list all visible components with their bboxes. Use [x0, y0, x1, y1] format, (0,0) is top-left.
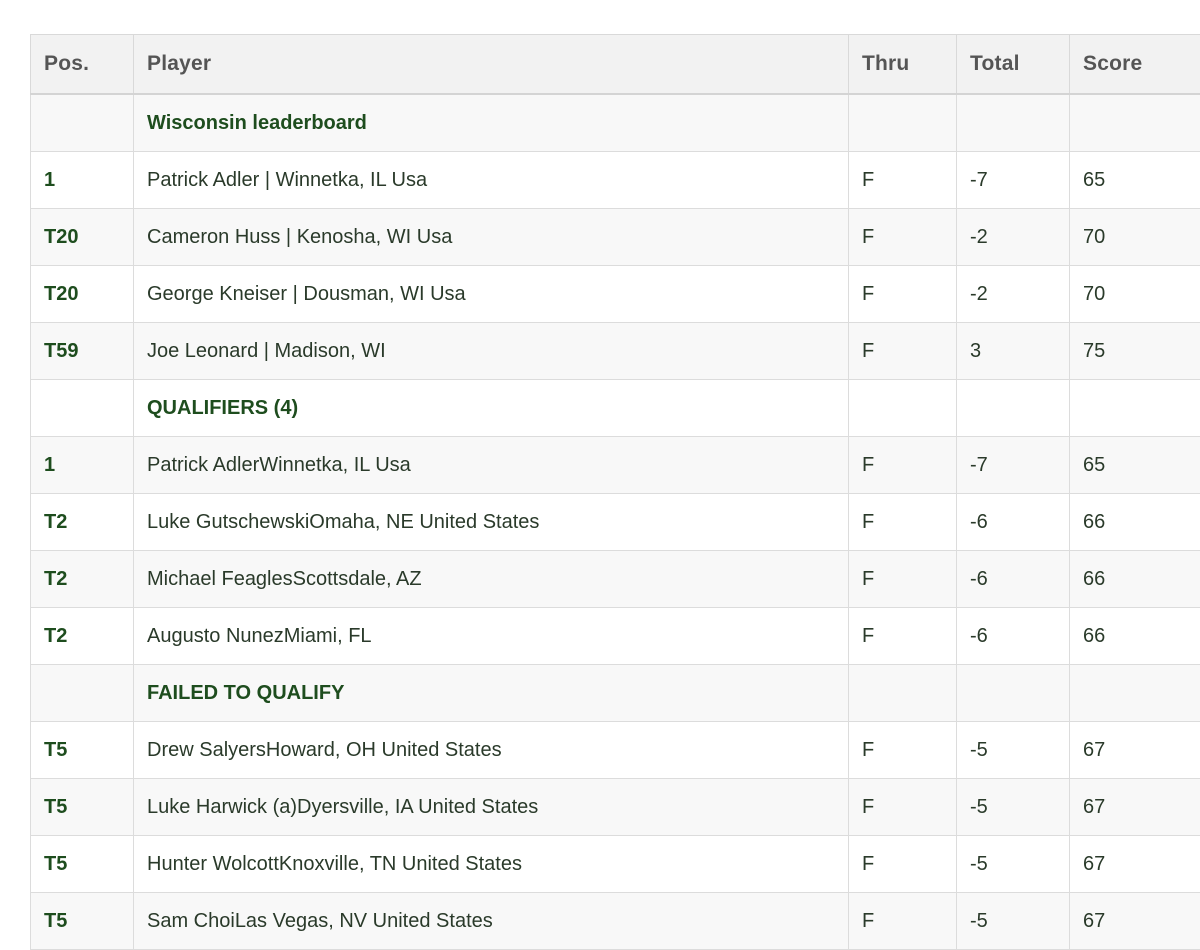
total-cell: -2 [957, 266, 1070, 323]
section-thru-cell [849, 94, 957, 152]
total-cell: -2 [957, 209, 1070, 266]
total-cell: -6 [957, 551, 1070, 608]
player-cell[interactable]: Luke Harwick (a)Dyersville, IA United States [134, 779, 849, 836]
thru-cell: F [849, 152, 957, 209]
thru-cell: F [849, 551, 957, 608]
score-cell: 70 [1070, 266, 1200, 323]
table-row [31, 323, 1200, 380]
position-cell: 1 [31, 152, 134, 209]
section-pos-cell [31, 380, 134, 437]
total-cell: -5 [957, 836, 1070, 893]
table-row [31, 608, 1200, 665]
section-total-cell [957, 380, 1070, 437]
section-label: QUALIFIERS (4) [134, 380, 849, 437]
total-cell: -5 [957, 893, 1070, 950]
leaderboard-container [30, 34, 1200, 950]
section-thru-cell [849, 380, 957, 437]
table-row [31, 266, 1200, 323]
player-cell[interactable]: Sam ChoiLas Vegas, NV United States [134, 893, 849, 950]
thru-cell: F [849, 722, 957, 779]
position-cell: T5 [31, 836, 134, 893]
column-header-pos[interactable]: Pos. [31, 35, 134, 95]
position-cell: T2 [31, 608, 134, 665]
position-cell: T2 [31, 551, 134, 608]
thru-cell: F [849, 209, 957, 266]
position-cell: T20 [31, 209, 134, 266]
column-header-total[interactable]: Total [957, 35, 1070, 95]
score-cell: 65 [1070, 437, 1200, 494]
player-cell[interactable]: Patrick Adler | Winnetka, IL Usa [134, 152, 849, 209]
total-cell: -7 [957, 152, 1070, 209]
total-cell: -5 [957, 779, 1070, 836]
player-cell[interactable]: George Kneiser | Dousman, WI Usa [134, 266, 849, 323]
player-cell[interactable]: Patrick AdlerWinnetka, IL Usa [134, 437, 849, 494]
position-cell: T5 [31, 722, 134, 779]
total-cell: -7 [957, 437, 1070, 494]
thru-cell: F [849, 836, 957, 893]
player-cell[interactable]: Cameron Huss | Kenosha, WI Usa [134, 209, 849, 266]
section-row [31, 380, 1200, 437]
thru-cell: F [849, 494, 957, 551]
thru-cell: F [849, 893, 957, 950]
score-cell: 66 [1070, 551, 1200, 608]
table-row [31, 551, 1200, 608]
position-cell: T20 [31, 266, 134, 323]
player-cell[interactable]: Joe Leonard | Madison, WI [134, 323, 849, 380]
table-header [31, 35, 1200, 95]
column-header-player[interactable]: Player [134, 35, 849, 95]
position-cell: T5 [31, 893, 134, 950]
column-header-thru[interactable]: Thru [849, 35, 957, 95]
section-thru-cell [849, 665, 957, 722]
score-cell: 66 [1070, 608, 1200, 665]
section-row [31, 665, 1200, 722]
position-cell: T5 [31, 779, 134, 836]
total-cell: -6 [957, 608, 1070, 665]
table-row [31, 152, 1200, 209]
section-pos-cell [31, 94, 134, 152]
thru-cell: F [849, 266, 957, 323]
score-cell: 67 [1070, 836, 1200, 893]
table-row [31, 893, 1200, 950]
table-row [31, 494, 1200, 551]
column-header-score[interactable]: Score [1070, 35, 1200, 95]
player-cell[interactable]: Michael FeaglesScottsdale, AZ [134, 551, 849, 608]
position-cell: T59 [31, 323, 134, 380]
section-score-cell [1070, 665, 1200, 722]
thru-cell: F [849, 779, 957, 836]
section-score-cell [1070, 380, 1200, 437]
player-cell[interactable]: Augusto NunezMiami, FL [134, 608, 849, 665]
score-cell: 67 [1070, 722, 1200, 779]
score-cell: 67 [1070, 779, 1200, 836]
total-cell: -5 [957, 722, 1070, 779]
player-cell[interactable]: Drew SalyersHoward, OH United States [134, 722, 849, 779]
section-label: Wisconsin leaderboard [134, 94, 849, 152]
table-row [31, 722, 1200, 779]
table-row [31, 209, 1200, 266]
section-row [31, 94, 1200, 152]
total-cell: -6 [957, 494, 1070, 551]
table-row [31, 836, 1200, 893]
total-cell: 3 [957, 323, 1070, 380]
player-cell[interactable]: Luke GutschewskiOmaha, NE United States [134, 494, 849, 551]
thru-cell: F [849, 323, 957, 380]
position-cell: T2 [31, 494, 134, 551]
leaderboard-table [30, 34, 1200, 950]
score-cell: 66 [1070, 494, 1200, 551]
thru-cell: F [849, 608, 957, 665]
section-pos-cell [31, 665, 134, 722]
thru-cell: F [849, 437, 957, 494]
player-cell[interactable]: Hunter WolcottKnoxville, TN United States [134, 836, 849, 893]
header-row [31, 35, 1200, 95]
position-cell: 1 [31, 437, 134, 494]
table-body [31, 94, 1200, 950]
score-cell: 67 [1070, 893, 1200, 950]
section-label: FAILED TO QUALIFY [134, 665, 849, 722]
table-row [31, 779, 1200, 836]
table-row [31, 437, 1200, 494]
score-cell: 75 [1070, 323, 1200, 380]
score-cell: 65 [1070, 152, 1200, 209]
score-cell: 70 [1070, 209, 1200, 266]
section-total-cell [957, 665, 1070, 722]
section-total-cell [957, 94, 1070, 152]
section-score-cell [1070, 94, 1200, 152]
